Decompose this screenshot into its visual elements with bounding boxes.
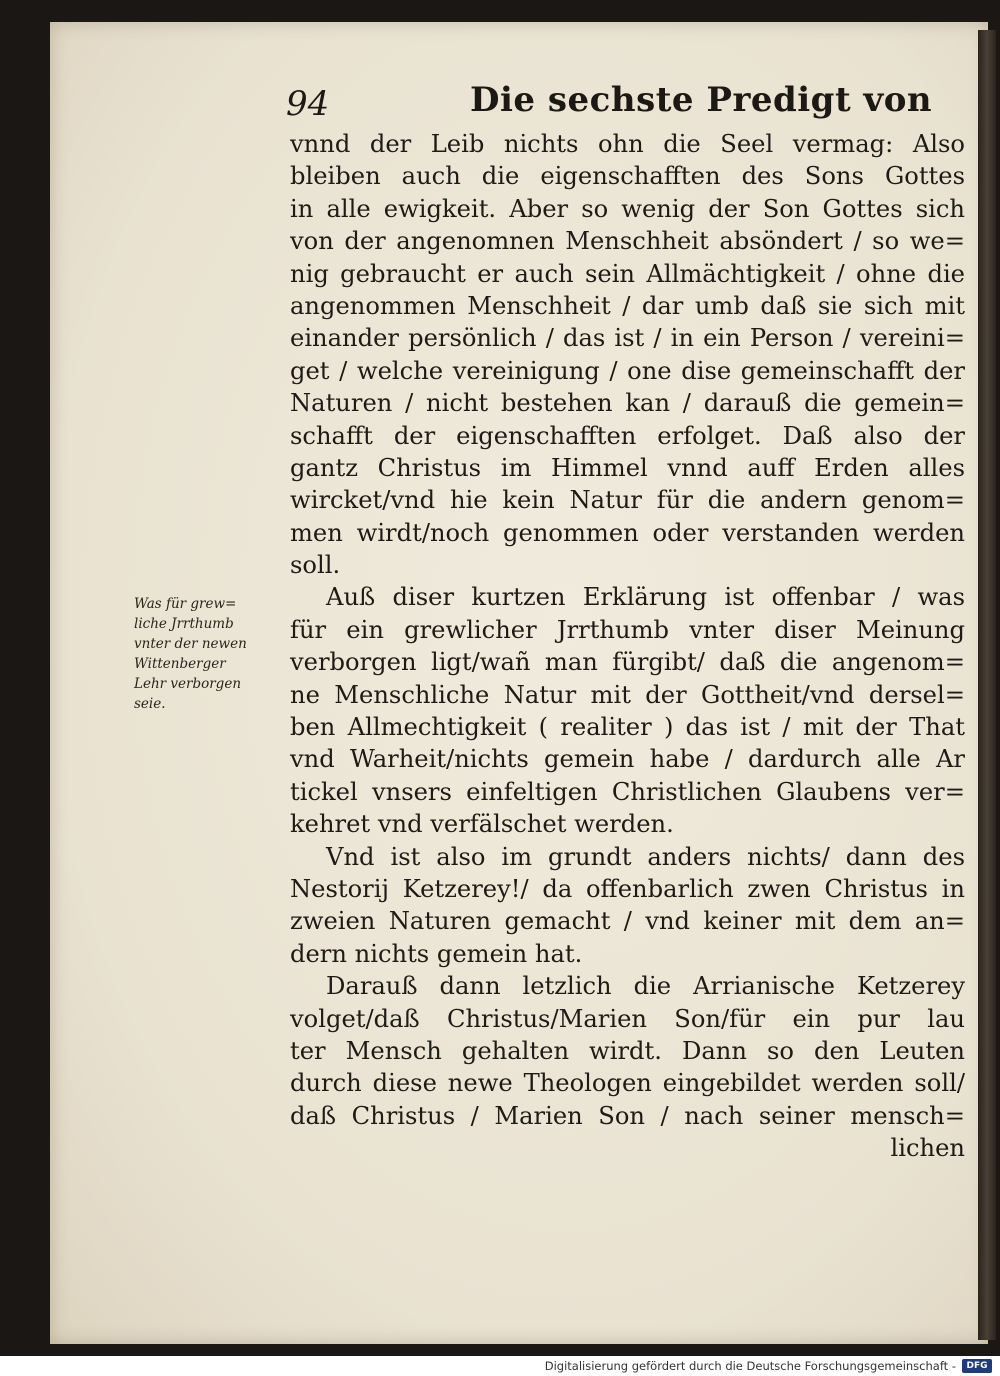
text-line: für ein grewlicher Jrrthumb vnter diser Meinung bbox=[290, 615, 965, 644]
marginal-line: Wittenberger bbox=[134, 656, 226, 672]
text-line: get / welche vereinigung / one dise gemeinschafft der bbox=[290, 356, 965, 385]
text-line: Vnd ist also im grundt anders nichts/ dann des bbox=[326, 842, 965, 871]
marginal-line: Was für grew= bbox=[134, 596, 237, 612]
text-line: angenommen Menschheit / dar umb daß sie sich mit bbox=[290, 291, 965, 320]
text-line: bleiben auch die eigenschafften des Sons Gottes bbox=[290, 162, 965, 191]
text-line: schafft der eigenschafften erfolget. Daß also der bbox=[290, 421, 965, 450]
marginal-line: vnter der newen bbox=[134, 636, 247, 652]
text-line: ter Mensch gehalten wirdt. Dann so den Leuten bbox=[290, 1036, 965, 1065]
text-line: Naturen / nicht bestehen kan / darauß die gemein= bbox=[290, 389, 965, 418]
text-line: ne Menschliche Natur mit der Gottheit/vnd dersel= bbox=[290, 680, 965, 709]
page-number: 94 bbox=[286, 84, 330, 124]
text-line: nig gebraucht er auch sein Allmächtigkeit / ohne die bbox=[290, 259, 965, 288]
catchword: lichen bbox=[890, 1134, 965, 1163]
body-text bbox=[290, 128, 965, 1165]
text-line: verborgen ligt/wañ man fürgibt/ daß die angenom= bbox=[290, 648, 965, 677]
text-line: volget/daß Christus/Marien Son/für ein pur lau bbox=[290, 1004, 965, 1033]
footer-credit: Digitalisierung gefördert durch die Deutsche Forschungsgemeinschaft - bbox=[544, 1359, 956, 1373]
text-line: tickel vnsers einfeltigen Christlichen Glaubens ver= bbox=[290, 777, 965, 806]
text-line: men wirdt/noch genommen oder verstanden werden bbox=[290, 518, 965, 547]
text-line: daß Christus / Marien Son / nach seiner mensch= bbox=[290, 1101, 965, 1130]
text-line: zweien Naturen gemacht / vnd keiner mit dem an= bbox=[290, 907, 965, 936]
text-line: ben Allmechtigkeit ( realiter ) das ist / mit der That bbox=[290, 713, 965, 742]
text-line: vnd Warheit/nichts gemein habe / dardurch alle Ar bbox=[290, 745, 965, 774]
text-line: wircket/vnd hie kein Natur für die andern genom= bbox=[290, 486, 965, 515]
text-line: Darauß dann letzlich die Arrianische Ketzerey bbox=[326, 972, 965, 1001]
text-line: soll. bbox=[290, 551, 341, 580]
page-edge bbox=[978, 30, 996, 1340]
text-line: vnnd der Leib nichts ohn die Seel vermag: Also bbox=[290, 130, 965, 158]
text-line: Nestorij Ketzerey!/ da offenbarlich zwen Christus in bbox=[290, 874, 965, 903]
text-line: durch diese newe Theologen eingebildet werden soll/ bbox=[290, 1069, 965, 1098]
marginal-line: Lehr verborgen bbox=[134, 676, 242, 692]
text-line: von der angenomnen Menschheit absöndert / so we= bbox=[290, 227, 965, 256]
text-line: in alle ewigkeit. Aber so wenig der Son Gottes sich bbox=[290, 194, 965, 223]
marginal-note bbox=[134, 594, 284, 714]
text-line: dern nichts gemein hat. bbox=[290, 939, 583, 968]
text-line: gantz Christus im Himmel vnnd auff Erden alles bbox=[290, 453, 965, 482]
text-line: kehret vnd verfälschet werden. bbox=[290, 810, 674, 839]
marginal-line: liche Jrrthumb bbox=[134, 616, 234, 632]
running-head: Die sechste Predigt von bbox=[470, 80, 933, 120]
text-line: einander persönlich / das ist / in ein Person / vereini= bbox=[290, 324, 965, 353]
dfg-logo-icon: DFG bbox=[962, 1359, 992, 1373]
marginal-line: seie. bbox=[134, 696, 166, 712]
text-line: Auß diser kurtzen Erklärung ist offenbar / was bbox=[326, 583, 965, 612]
